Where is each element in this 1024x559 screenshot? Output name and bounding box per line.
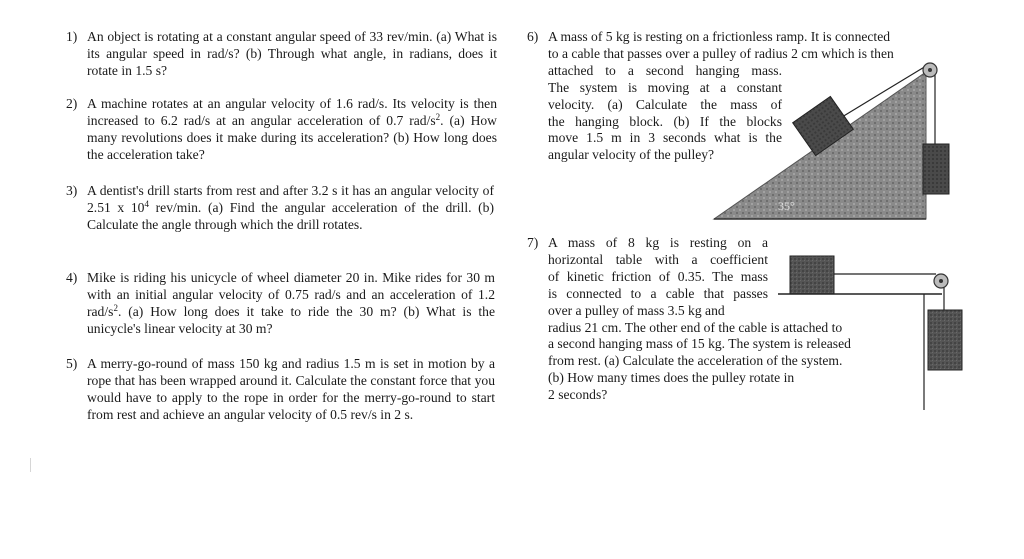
text-line: move 1.5 m in 3 seconds what is the <box>548 130 782 146</box>
table-block <box>790 256 834 294</box>
pulley-axle <box>939 279 943 283</box>
text-part: . (a) How many revolutions does it make during its acceleration? (b) How long does the acceleration take? <box>87 112 497 162</box>
text-line: (b) How many times does the pulley rotate in <box>548 370 795 386</box>
text-line: horizontal table with a coefficient <box>548 251 768 267</box>
text-part: rev/min. (a) Find the angular acceleration of the drill. (b) Calculate the angle through which the drill rotates. <box>87 199 494 232</box>
ramp-pulley-figure <box>712 62 960 222</box>
text-line: The system is moving at a constant <box>548 79 782 95</box>
table-pulley-figure <box>778 250 968 410</box>
text-line: A mass of 5 kg is resting on a frictionless ramp. It is connected <box>548 29 891 44</box>
text-line: the hanging block. (b) If the blocks <box>548 113 782 129</box>
superscript: 2 <box>113 302 118 313</box>
problem-number: 7) <box>527 235 539 250</box>
text-line: radius 21 cm. The other end of the cable is attached to <box>548 319 843 335</box>
problem-text <box>87 96 497 164</box>
problem-number: 1) <box>66 29 78 44</box>
text-part: A machine rotates at an angular velocity of 1.6 rad/s. Its velocity is then increased to 6.2 rad/s at an angular acceleration of 0.7 rad/s <box>87 96 497 128</box>
text-line: of kinetic friction of 0.35. The mass <box>548 268 768 284</box>
problem-number: 4) <box>66 270 78 285</box>
superscript: 2 <box>435 111 441 122</box>
text-line: a second hanging mass of 15 kg. The system is released <box>548 336 851 352</box>
angle-label: 35° <box>778 199 795 213</box>
problem-text: An object is rotating at a constant angular speed of 33 rev/min. (a) What is its angular speed in rad/s? (b) Through what angle, in radians, does it rotate in 1.5 s? <box>87 29 497 78</box>
text-line: is connected to a cable that passes <box>548 285 768 301</box>
stray-mark <box>30 458 31 472</box>
hanging-block <box>923 144 949 194</box>
problem-number: 6) <box>527 29 539 44</box>
problem-number: 5) <box>66 356 78 371</box>
problem-number: 3) <box>66 183 78 198</box>
text-line: to a cable that passes over a pulley of radius 2 cm which is then <box>548 45 894 61</box>
text-line: 2 seconds? <box>548 387 608 403</box>
problem-number: 2) <box>66 96 78 111</box>
problem-text <box>87 183 494 234</box>
problem-text: A merry-go-round of mass 150 kg and radius 1.5 m is set in motion by a rope that has been wrapped around it. Calculate the constant force that you would have to apply to the rope in order for the merry-go-round to start from rest and achieve an angular velocity of 0.5 rev/s in 2 s. <box>87 356 495 422</box>
text-line: over a pulley of mass 3.5 kg and <box>548 302 725 318</box>
text-part: . (a) How long does it take to ride the 30 m? (b) What is the unicycle's linear velocity at 30 m? <box>87 303 495 336</box>
text-part: Mike is riding his unicycle of wheel diameter 20 in. Mike rides for 30 m with an initial angular velocity of 0.75 rad/s and an acceleration of 1.2 rad/s <box>87 270 495 319</box>
text-line: attached to a second hanging mass. <box>548 62 782 78</box>
superscript: 4 <box>144 198 149 209</box>
pulley-axle <box>928 68 932 72</box>
hanging-block <box>928 310 962 370</box>
text-line: velocity. (a) Calculate the mass of <box>548 96 782 112</box>
text-line: from rest. (a) Calculate the acceleration of the system. <box>548 353 843 369</box>
text-part: A dentist's drill starts from rest and after 3.2 s it has an angular velocity of 2.51 x 10 <box>87 183 494 215</box>
problem-text <box>87 270 495 338</box>
text-line: A mass of 8 kg is resting on a <box>548 235 768 250</box>
text-line: angular velocity of the pulley? <box>548 147 715 163</box>
